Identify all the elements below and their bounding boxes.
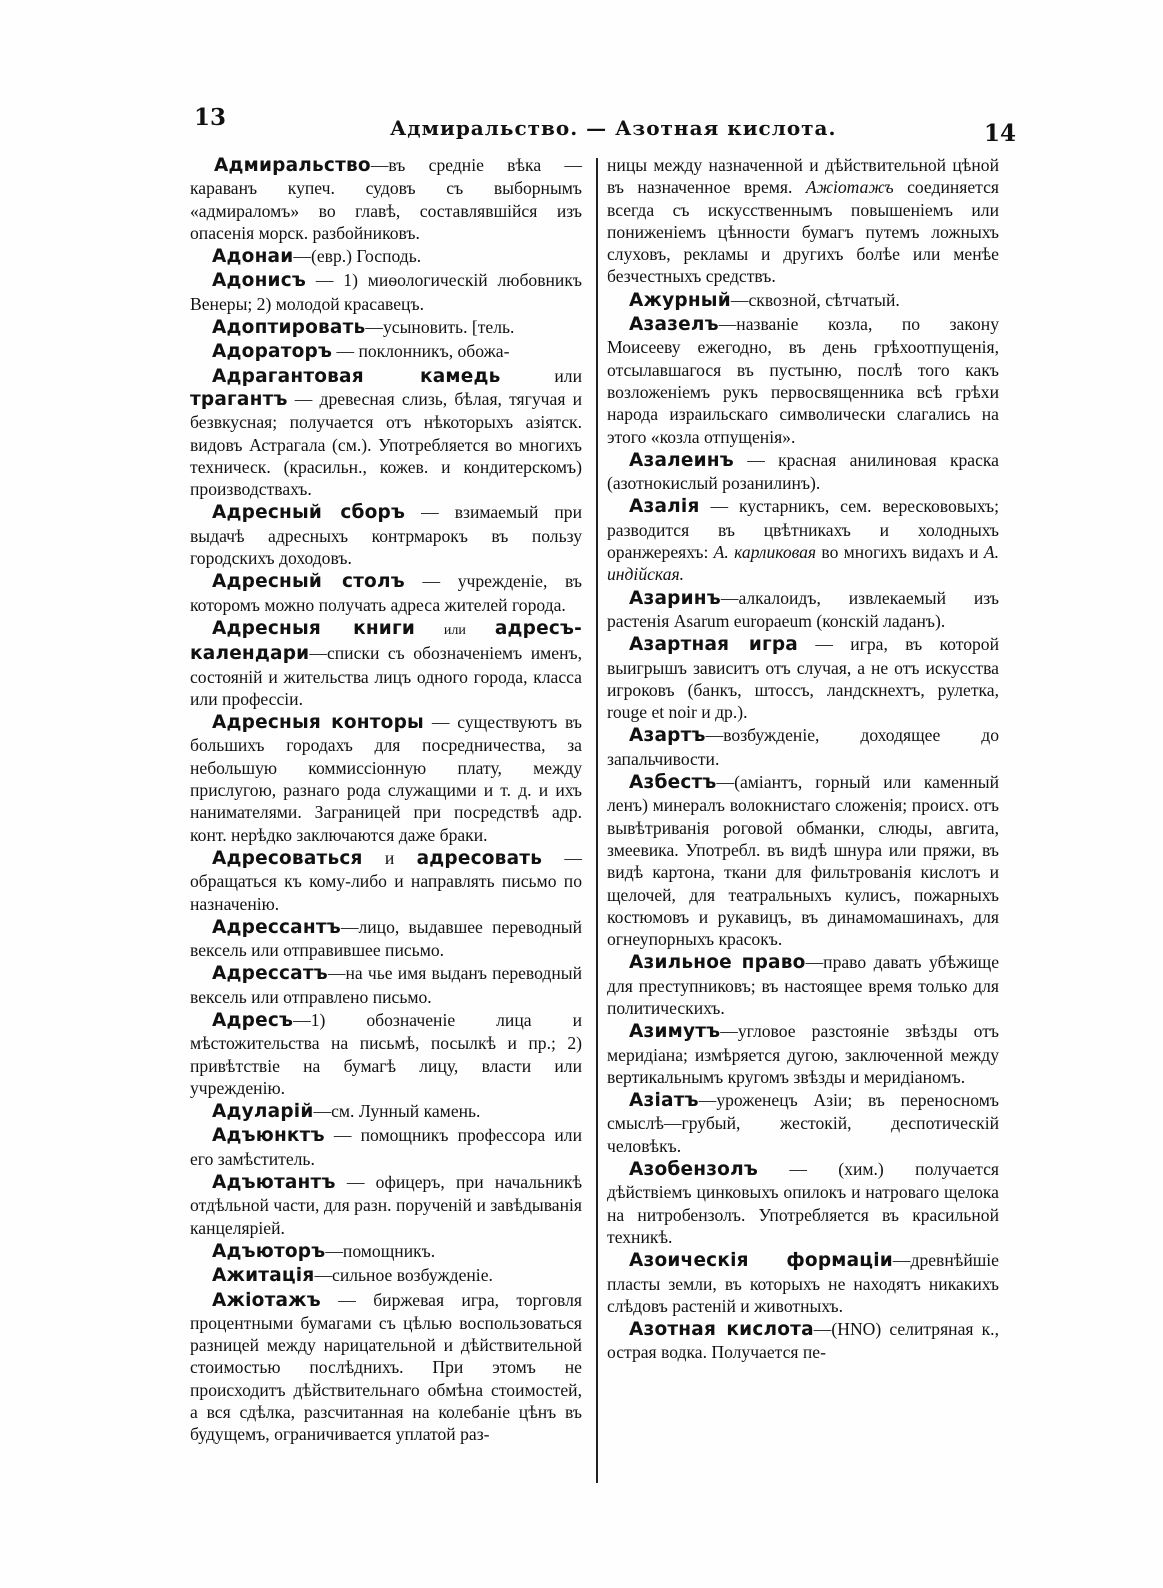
definition: —угловое разстояніе звѣзды отъ меридіана; измѣряется дугою, заключенной между вертикальнымъ кругомъ звѣзды и меридіаномъ. xyxy=(607,1021,999,1087)
headword-alt: адресъ-календари xyxy=(190,617,582,665)
definition: —названіе козла, по закону Моисееву ежегодно, въ день грѣхоотпущенія, отсылавшагося въ пустыню, послѣ того какъ возложеніемъ рукъ первосвященника всѣ грѣхи народа израильскаго символически слагались на этого «козла отпущенія». xyxy=(607,314,999,447)
headword: Адоптировать xyxy=(212,317,366,339)
definition: — обращаться къ кому-либо и направлять письмо по назначенію. xyxy=(190,847,582,914)
definition: —см. Лунный камень. xyxy=(313,1101,481,1122)
entry xyxy=(607,587,999,633)
definition: — древесная слизь, бѣлая, тягучая и безвкусная; получается отъ нѣкоторыхъ азіятск. видовъ Астрагала (см.). Употребляется во многихъ техническ. (красильн., кожев. и кондитерскомъ) производствахъ. xyxy=(190,388,582,500)
entry xyxy=(190,711,582,846)
definition: —списки съ обозначеніемъ именъ, состояній и жительства лицъ одного города, класса или профессіи. xyxy=(190,643,582,709)
definition: — 1) миѳологическій любовникъ Венеры; 2) молодой красавецъ. xyxy=(190,270,582,314)
entry xyxy=(190,962,582,1008)
entry xyxy=(607,951,999,1019)
entry xyxy=(607,633,999,723)
definition: — поклонникъ, обожа- xyxy=(332,341,510,362)
continued-text: ницы между назначенной и дѣйствительной цѣной въ назначенное время. xyxy=(607,155,999,198)
entry xyxy=(190,365,582,501)
headword: Ажіотажъ xyxy=(212,1289,321,1311)
entry xyxy=(190,1124,582,1170)
headword: Азалеинъ xyxy=(629,449,734,471)
entry xyxy=(607,1158,999,1248)
definition: —1) обозначеніе лица и мѣстожительства на письмѣ, посылкѣ и пр.; 2) привѣтствіе на бумагѣ лицу, власти или учрежденію. xyxy=(190,1009,582,1098)
entry xyxy=(607,1020,999,1088)
entry xyxy=(190,269,582,315)
definition: —алкалоидъ, извлекаемый изъ растенія Asarum europaeum (конскій ладанъ). xyxy=(607,587,999,631)
definition: — (хим.) получается дѣйствіемъ цинковыхъ опилокъ и натроваго щелока на нитробензолъ. Употребляется въ красильной техникѣ. xyxy=(607,1159,999,1247)
entry xyxy=(607,313,999,448)
definition: —(евр.) Господь. xyxy=(293,246,422,267)
definition: — биржевая игра, торговля процентными бумагами съ цѣлью воспользоваться разницей между нарицательной и дѣйствительной стоимостью послѣднихъ. При этомъ не происходитъ дѣйствительнаго обмѣна стоимостей, а вся сдѣлка, разсчитанная на колебаніе цѣнъ въ будущемъ, ограничивается уплатой раз- xyxy=(190,1289,582,1445)
definition: соединяется всегда съ искусственнымъ повышеніемъ или пониженіемъ цѣнности бумагъ путемъ ложныхъ слуховъ, рекламы и другихъ болѣе или менѣе безчестныхъ средствъ. xyxy=(607,177,999,287)
headword: Адмиральство xyxy=(214,155,371,176)
headword: Адресоваться xyxy=(212,847,363,869)
definition: —(аміантъ, горный или каменный ленъ) минералъ волокнистаго сложенія; происх. отъ вывѣтриванія роговой обманки, слюды, авгита, змеевика. Употребл. въ видѣ шнура или пряжи, въ видѣ картона, ткани для фильтрованія кислотъ и щелочей, для театральныхъ кулисъ, пожарныхъ костюмовъ и рукавицъ, въ динамомашинахъ, для огнеупорныхъ красокъ. xyxy=(607,772,999,950)
definition: — помощникъ профессора или его замѣститель. xyxy=(190,1125,582,1169)
definition: —(HNO) селитряная к., острая водка. Получается пе- xyxy=(607,1319,999,1363)
headword-alt: адресовать xyxy=(416,847,543,869)
definition: —въ средніе вѣка —караванъ купеч. судовъ съ выборнымъ «адмираломъ» во главѣ, составлявшійся изъ опасенія морск. разбойниковъ. xyxy=(190,155,582,243)
page-number-right: 14 xyxy=(983,120,1016,147)
headword: Азартъ xyxy=(629,725,706,747)
definition: — кустарникъ, сем. верескововыхъ; разводится въ цвѣтникахъ и холодныхъ оранжереяхъ: xyxy=(607,496,999,563)
entry xyxy=(190,154,582,244)
entry xyxy=(190,340,582,363)
headword: Азалія xyxy=(629,496,700,518)
headword: Адрагантовая камедь xyxy=(212,365,501,387)
headword: Азаринъ xyxy=(629,587,721,609)
entry xyxy=(190,1289,582,1446)
definition: —сквозной, сѣтчатый. xyxy=(730,289,900,310)
definition: —сильное возбужденіе. xyxy=(314,1265,493,1286)
headword: Адрессантъ xyxy=(212,916,341,938)
entry xyxy=(190,501,582,569)
entry xyxy=(607,1249,999,1317)
entry xyxy=(190,570,582,616)
headword: Адъютантъ xyxy=(212,1172,336,1194)
entry xyxy=(607,449,999,495)
definition: — существуютъ въ большихъ городахъ для посредничества, за небольшую коммиссіонную плату, между прислугою, разнаго рода служащими и т. д. и ихъ нанимателями. Заграницей при посредствѣ адр. конт. нерѣдко заключаются даже браки. xyxy=(190,712,582,845)
entry xyxy=(190,617,582,710)
entry xyxy=(607,724,999,770)
headword: Адъюторъ xyxy=(212,1240,326,1262)
italic-term: А. карликовая xyxy=(713,542,817,563)
definition: —на чье имя выданъ переводный вексель или отправлено письмо. xyxy=(190,963,582,1007)
headword: Адъюнктъ xyxy=(212,1125,325,1147)
headword-alt: трагантъ xyxy=(190,388,288,410)
connector: или xyxy=(500,365,582,386)
definition: — офицеръ, при начальникѣ отдѣльной части, для разн. порученій и завѣдыванія канцеляріей. xyxy=(190,1172,582,1238)
definition: —помощникъ. xyxy=(325,1240,436,1261)
column-divider xyxy=(596,158,598,1483)
entry xyxy=(190,847,582,915)
headword: Адресныя конторы xyxy=(212,712,424,734)
headword: Адуларій xyxy=(212,1101,314,1123)
headword: Адресныя книги xyxy=(212,617,415,639)
entry xyxy=(190,1171,582,1239)
definition: —лицо, выдавшее переводный вексель или отправившее письмо. xyxy=(190,916,582,961)
headword: Адрессатъ xyxy=(212,963,328,985)
definition: — игра, въ которой выигрышъ зависитъ отъ случая, а не отъ искусства игроковъ (банкъ, штоссъ, ландскнехтъ, рулетка, rouge et noir и др.). xyxy=(607,634,999,723)
entry xyxy=(607,289,999,312)
definition: — учрежденіе, въ которомъ можно получать адреса жителей города. xyxy=(190,571,582,615)
definition: —право давать убѣжище для преступниковъ; въ настоящее время только для политическихъ. xyxy=(607,952,1000,1018)
connector: или xyxy=(415,622,495,638)
entry xyxy=(190,1264,582,1287)
entry xyxy=(190,316,582,339)
definition: во многихъ видахъ и xyxy=(816,542,984,563)
left-column xyxy=(190,154,582,1447)
definition: —усыновить. [тель. xyxy=(365,317,515,338)
headword: Азазелъ xyxy=(629,314,719,336)
running-title: Адмиральство. — Азотная кислота. xyxy=(390,116,837,140)
entry xyxy=(190,1100,582,1123)
italic-term: Ажіотажъ xyxy=(805,177,894,198)
entry xyxy=(607,1318,999,1364)
definition: —уроженецъ Азіи; въ переносномъ смыслѣ—грубый, жестокій, деспотическій человѣкъ. xyxy=(607,1090,999,1156)
entry xyxy=(190,1240,582,1263)
connector: и xyxy=(362,847,417,868)
entry xyxy=(190,916,582,962)
headword: Адораторъ xyxy=(212,341,333,363)
definition: — красная анилиновая краска (азотнокислый розанилинъ). xyxy=(607,449,999,494)
headword: Азіатъ xyxy=(629,1090,699,1112)
definition: —древнѣйшіе пласты земли, въ которыхъ не находятъ никакихъ слѣдовъ растеній и животныхъ. xyxy=(607,1250,999,1316)
entry xyxy=(190,245,582,268)
headword: Азильное право xyxy=(629,952,806,974)
entry xyxy=(607,1089,999,1157)
italic-term: А. индійская. xyxy=(607,542,999,585)
headword: Адресъ xyxy=(212,1009,294,1031)
headword: Адресный столъ xyxy=(212,571,405,593)
entry xyxy=(190,1009,582,1099)
right-column xyxy=(607,154,999,1365)
entry-continuation xyxy=(607,154,999,288)
page-number-left: 13 xyxy=(194,104,227,131)
entry xyxy=(607,495,999,585)
headword: Адонаи xyxy=(212,246,294,268)
headword: Азотная кислота xyxy=(629,1319,814,1341)
headword: Азобензолъ xyxy=(629,1159,758,1181)
headword: Адресный сборъ xyxy=(212,502,406,524)
headword: Ажурный xyxy=(629,289,731,311)
headword: Азоическія формаціи xyxy=(629,1250,893,1272)
definition: —возбужденіе, доходящее до запальчивости. xyxy=(607,725,999,769)
definition: — взимаемый при выдачѣ адресныхъ контрмарокъ въ пользу городскихъ доходовъ. xyxy=(190,502,582,569)
headword: Адонисъ xyxy=(212,270,306,292)
page-header xyxy=(190,104,1020,147)
headword: Ажитація xyxy=(212,1265,315,1287)
headword: Азимутъ xyxy=(629,1021,721,1043)
entry xyxy=(607,771,999,950)
headword: Азбестъ xyxy=(629,772,717,794)
headword: Азартная игра xyxy=(629,634,798,656)
